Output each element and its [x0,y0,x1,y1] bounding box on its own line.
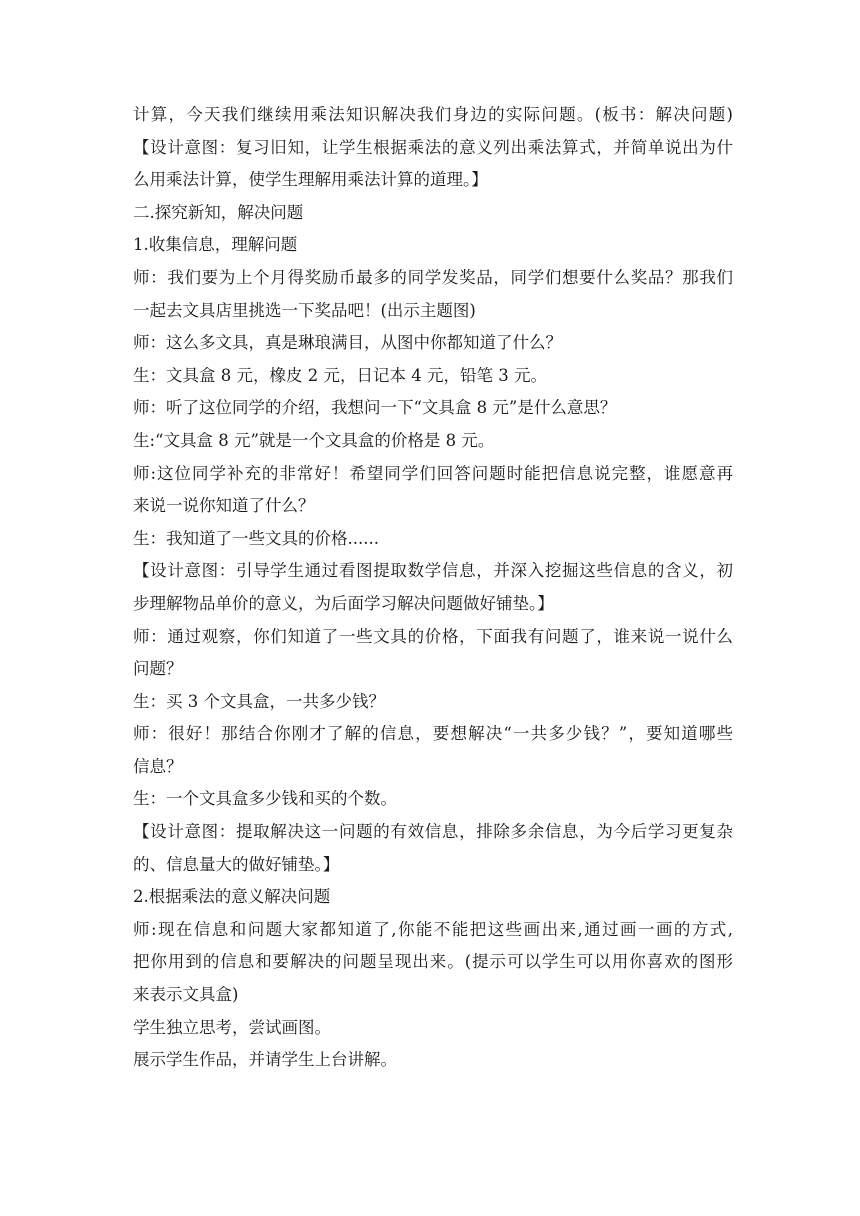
text-line: 师：通过观察，你们知道了一些文具的价格，下面我有问题了，谁来说一说什么 [133,626,733,646]
text-line: 【设计意图：提取解决这一问题的有效信息，排除多余信息，为今后学习更复杂 [133,822,733,842]
text-line: 师:这位同学补充的非常好！希望同学们回答问题时能把信息说完整，谁愿意再 [133,463,733,483]
text-line: 2.根据乘法的意义解决问题 [133,887,331,907]
document-body [133,99,733,1077]
text-line: 一起去文具店里挑选一下奖品吧！(出示主题图) [133,300,476,320]
text-line: 生：一个文具盒多少钱和买的个数。 [133,789,397,809]
text-line: 生：买 3 个文具盒，一共多少钱？ [133,691,385,711]
text-line: 生：我知道了一些文具的价格...... [133,528,379,548]
text-line: 计算，今天我们继续用乘法知识解决我们身边的实际问题。(板书：解决问题) [133,105,733,124]
text-line: 师:现在信息和问题大家都知道了,你能不能把这些画出来,通过画一画的方式, [133,919,733,939]
text-line: 1.收集信息，理解问题 [133,235,298,255]
text-line: 生：文具盒 8 元，橡皮 2 元，日记本 4 元，铅笔 3 元。 [133,365,547,385]
text-line: 【设计意图：引导学生通过看图提取数学信息，并深入挖掘这些信息的含义，初 [133,561,733,581]
text-line: 二.探究新知，解决问题 [133,202,304,222]
text-line: 信息？ [133,756,183,776]
text-line: 来说一说你知道了什么？ [133,496,315,516]
text-line: 师：很好！那结合你刚才了解的信息，要想解决“一共多少钱？”，要知道哪些 [133,724,733,744]
text-line: 问题？ [133,659,183,679]
text-line: 生:“文具盒 8 元”就是一个文具盒的价格是 8 元。 [133,430,495,450]
text-line: 【设计意图：复习旧知，让学生根据乘法的意义列出乘法算式，并简单说出为什 [133,137,733,157]
text-line: 展示学生作品，并请学生上台讲解。 [133,1050,397,1070]
text-line: 师：我们要为上个月得奖励币最多的同学发奖品，同学们想要什么奖品？那我们 [133,267,733,287]
text-line: 步理解物品单价的意义，为后面学习解决问题做好铺垫。】 [133,593,554,613]
text-line: 的、信息量大的做好铺垫。】 [133,854,340,874]
text-line: 师：听了这位同学的介绍，我想问一下“文具盒 8 元”是什么意思？ [133,398,617,418]
text-line: 来表示文具盒) [133,985,239,1005]
text-line: 么用乘法计算，使学生理解用乘法计算的道理。】 [133,170,488,190]
text-line: 学生独立思考，尝试画图。 [133,1017,331,1037]
text-line: 师：这么多文具，真是琳琅满目，从图中你都知道了什么？ [133,333,562,353]
text-line: 把你用到的信息和要解决的问题呈现出来。(提示可以学生可以用你喜欢的图形 [133,952,733,972]
